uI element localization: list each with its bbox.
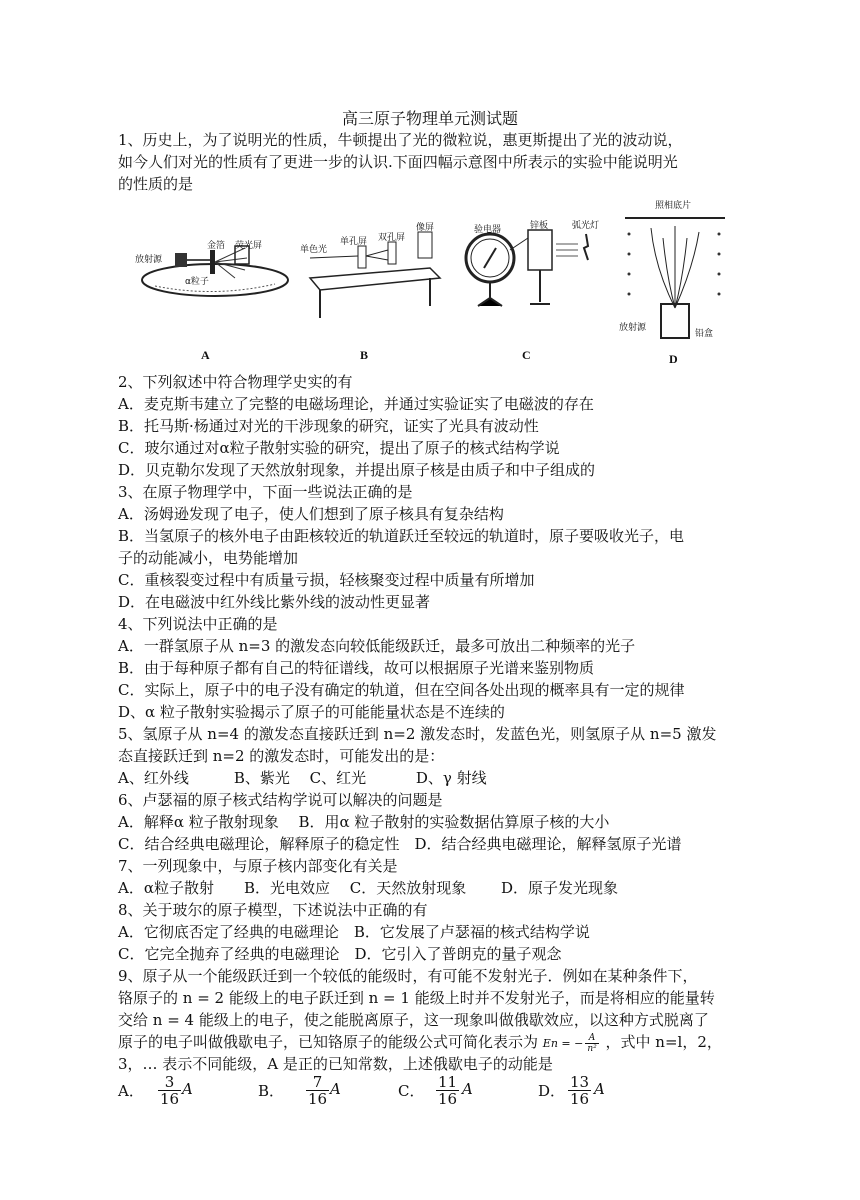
page-title: 高三原子物理单元测试题 [341, 109, 518, 128]
text-line: A．一群氢原子从 n=3 的激发态向较低能级跃迁，最多可放出二种频率的光子 [118, 637, 636, 655]
q9-option-d-num: 13 [570, 1073, 590, 1091]
text-line: A、红外线 B、紫光 C、红光 D、γ 射线 [118, 769, 487, 787]
figure-a [135, 198, 290, 368]
figure-d-text-film: 照相底片 [655, 201, 692, 211]
q9-option-b-fraction [306, 1074, 329, 1107]
text-line: 子的动能减小，电势能增加 [118, 549, 299, 567]
figure-b-drawing [300, 198, 450, 328]
q1-line-1: 1、历史上，为了说明光的性质，牛顿提出了光的微粒说，惠更斯提出了光的波动说， [118, 131, 683, 149]
q9-formula-lhs: En = − [542, 1037, 584, 1050]
q9-option-d-label: D． [538, 1082, 566, 1100]
text-line: 铬原子的 n = 2 能级上的电子跃迁到 n = 1 能级上时并不发射光子，而是将相应的能量转 [118, 989, 715, 1007]
text-line: 2、下列叙述中符合物理学史实的有 [118, 373, 353, 391]
figure-d-text-leadbox: 铅盒 [695, 329, 714, 339]
text-line: B．托马斯·杨通过对光的干涉现象的研究，证实了光具有波动性 [118, 417, 539, 435]
text-line: 4、下列说法中正确的是 [118, 615, 278, 633]
figure-b-label: B [360, 348, 369, 362]
text-line: 3、在原子物理学中，下面一些说法正确的是 [118, 483, 413, 501]
text-line: D．贝克勒尔发现了天然放射现象，并提出原子核是由质子和中子组成的 [118, 461, 596, 479]
text-line: B．当氢原子的核外电子由距核较近的轨道跃迁至较远的轨道时，原子要吸收光子，电 [118, 527, 685, 545]
q9-line-levels: 3，… 表示不同能级，A 是正的已知常数，上述俄歇电子的动能是 [118, 1055, 553, 1073]
figure-d-label: D [669, 352, 678, 366]
text-line: A．汤姆逊发现了电子，使人们想到了原子核具有复杂结构 [118, 505, 504, 523]
q9-option-d-den: 16 [570, 1090, 590, 1108]
figure-b-text-light: 单色光 [300, 245, 328, 255]
text-line: 6、卢瑟福的原子核式结构学说可以解决的问题是 [118, 791, 443, 809]
q9-option-a-num: 3 [158, 1074, 181, 1091]
text-line: D．在电磁波中红外线比紫外线的波动性更显著 [118, 593, 431, 611]
figure-a-text-screen: 荧光屏 [235, 241, 263, 251]
q9-option-a-var: A [182, 1080, 193, 1098]
figure-d [615, 198, 735, 368]
text-line: 5、氢原子从 n=4 的激发态直接跃迁到 n=2 激发态时，发蓝色光，则氢原子从 n=5 激发 [118, 725, 717, 743]
figure-c [460, 198, 610, 368]
q9-option-d-fraction [568, 1074, 591, 1107]
text-line: B．由于每种原子都有自己的特征谱线，故可以根据原子光谱来鉴别物质 [118, 659, 595, 677]
text-line: C．它完全抛弃了经典的电磁理论 D．它引入了普朗克的量子观念 [118, 945, 562, 963]
q9-option-b-label: B． [258, 1082, 285, 1100]
text-line: A．解释α 粒子散射现象 B．用α 粒子散射的实验数据估算原子核的大小 [118, 813, 610, 831]
q9-formula-line [118, 1032, 748, 1054]
q9-option-c-fraction [436, 1074, 459, 1107]
text-line: 8、关于玻尔的原子模型，下述说法中正确的有 [118, 901, 428, 919]
text-line: C．结合经典电磁理论，解释原子的稳定性 D．结合经典电磁理论，解释氢原子光谱 [118, 835, 682, 853]
q9-formula-tail: ，式中 n=l，2， [605, 1033, 722, 1051]
text-line: C．实际上，原子中的电子没有确定的轨道，但在空间各处出现的概率具有一定的规律 [118, 681, 685, 699]
q9-options [118, 1074, 748, 1118]
text-line: D、α 粒子散射实验揭示了原子的可能能量状态是不连续的 [118, 703, 505, 721]
text-line: C．玻尔通过对α粒子散射实验的研究，提出了原子的核式结构学说 [118, 439, 560, 457]
q9-formula-den: n² [587, 1043, 597, 1054]
q1-figures [135, 198, 735, 368]
figure-a-label: A [201, 348, 210, 362]
q9-option-b-den: 16 [308, 1090, 328, 1108]
text-line: 交给 n = 4 能级上的电子，使之能脱离原子，这一现象叫做俄歇效应，以这种方式脱离了 [118, 1011, 709, 1029]
q9-formula-num: A [585, 1033, 598, 1044]
q9-option-c-var: A [462, 1080, 473, 1098]
q9-formula-intro: 原子的电子叫做俄歇电子，已知铬原子的能级公式可简化表示为 [118, 1033, 539, 1051]
q9-option-c-den: 16 [438, 1090, 458, 1108]
text-line: 7、一列现象中，与原子核内部变化有关是 [118, 857, 398, 875]
text-line: A．麦克斯韦建立了完整的电磁场理论，并通过实验证实了电磁波的存在 [118, 395, 594, 413]
q9-option-b-var: A [330, 1080, 341, 1098]
figure-c-label: C [522, 348, 531, 362]
figure-d-text-source: 放射源 [619, 323, 647, 333]
text-line: C．重核裂变过程中有质量亏损，轻核聚变过程中质量有所增加 [118, 571, 535, 589]
q9-option-b-num: 7 [306, 1074, 329, 1091]
figure-c-text-arclamp: 弧光灯 [572, 221, 600, 231]
q9-option-a-fraction [158, 1074, 181, 1107]
figure-c-text-zinc: 锌板 [530, 221, 549, 231]
figure-a-text-foil: 金箔 [207, 241, 226, 251]
q9-option-c-label: C． [398, 1082, 425, 1100]
figure-c-text-electroscope: 验电器 [474, 225, 502, 235]
figure-b-text-single: 单孔屏 [340, 237, 368, 247]
figure-b-text-double: 双孔屏 [378, 233, 406, 243]
figure-a-text-source: 放射源 [135, 255, 163, 265]
q9-option-a-den: 16 [160, 1090, 180, 1108]
text-line: A．它彻底否定了经典的电磁理论 B．它发展了卢瑟福的核式结构学说 [118, 923, 590, 941]
q9-option-d-var: A [594, 1080, 605, 1098]
figure-b-text-image: 像屏 [416, 223, 435, 233]
figure-a-text-alpha: α粒子 [185, 277, 209, 287]
text-line: 9、原子从一个能级跃迁到一个较低的能级时，有可能不发射光子．例如在某种条件下， [118, 967, 698, 985]
text-line: A．α粒子散射 B．光电效应 C．天然放射现象 D．原子发光现象 [118, 879, 619, 897]
q1-line-3: 的性质的是 [118, 175, 194, 193]
text-line: 态直接跃迁到 n=2 的激发态时，可能发出的是： [118, 747, 445, 765]
q9-option-a-label: A． [118, 1082, 144, 1100]
q9-formula-fraction [585, 1033, 598, 1054]
figure-b [300, 198, 450, 368]
q9-option-c-num: 11 [438, 1073, 458, 1091]
q1-line-2: 如今人们对光的性质有了更进一步的认识.下面四幅示意图中所表示的实验中能说明光 [118, 153, 678, 171]
